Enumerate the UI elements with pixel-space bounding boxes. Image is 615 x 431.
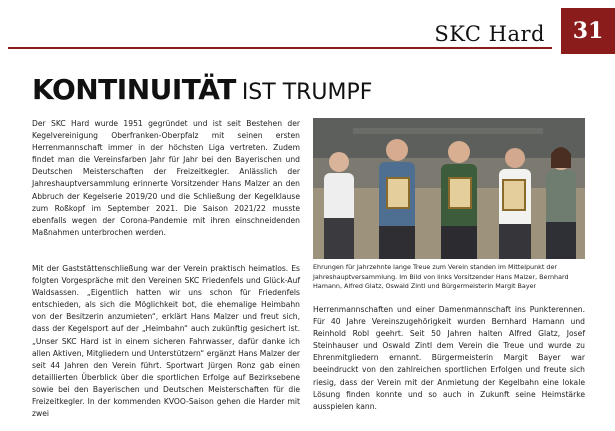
header-rule (8, 47, 552, 49)
paragraph-2-text: Mit der Gaststättenschließung war der Verein praktisch heimatlos. Es folgten Vorgespräche mit den Vereinen SKC Friedenfels und Glück-Auf Waldsassen. „Eigentlich hatten wir uns schon für Friedenfels entschieden, als sich die Möglichkeit bot, die ehemalige Heimbahn von der Besitzerin anzumieten“, erklärt Hans Malzer und freut sich, dass der Kegelsport auf der „Heimbahn“ auch zukünftig gesichert ist. „Unser SKC Hard ist in einem sicheren Fahrwasser, dafür danke ich allen Aktiven, Mitgliedern und Unterstützern“ ergänzt Hans Malzer der seit 44 Jahren den Verein führt. Sportwart Jürgen Ronz gab einen detaillierten Überblick über die sportlichen Erfolge auf Bezirksebene sowie bei den Bayerischen und Deutschen Meisterschaften für die Freizeitkegler. In der kommenden KVOO-Saison gehen die Harder mit zwei (32, 264, 300, 419)
paragraph-3-text: Herrenmannschaften und einer Damenmannschaft ins Punkterennen. Für 40 Jahre Vereinszugehörigkeit wurden Bernhard Hamann und Reinhold Robl geehrt. Seit 50 Jahren halten Alfred Glatz, Josef Steinhauser und Oswald Zintl dem Verein die Treue und wurde zu Ehrenmitgliedern ernannt. Bürgermeisterin Margit Bayer war beeindruckt von den zahlreichen sportlichen Erfolgen und freute sich riesig, dass der Verein mit der Anmietung der Kegelbahn eine lokale Lösung finden konnte und so auch in Zukunft seine Heimstärke ausspielen kann. (313, 305, 585, 411)
article-photo (313, 118, 585, 259)
paragraph-2 (32, 263, 300, 420)
headline-strong: KONTINUITÄT (32, 73, 236, 106)
header-title: SKC Hard (434, 22, 545, 46)
page-number-badge (561, 8, 615, 54)
group-photo-illustration (313, 118, 585, 259)
paragraph-3 (313, 304, 585, 413)
page-number: 31 (572, 18, 604, 44)
article-headline (32, 73, 372, 106)
paragraph-1-text: Der SKC Hard wurde 1951 gegründet und ist seit Bestehen der Kegelvereinigung Oberfranken-Oberpfalz mit seinen ersten Herrenmannschaft immer in der höchsten Liga vertreten. Zudem findet man die Vereinsfarben Jahr für Jahr bei den Bayerischen und Deutschen Meisterschaften der Freizeitkegler. Anlässlich der Jahreshauptversammlung erinnerte Vorsitzender Hans Malzer an den Abbruch der Kegelserie 2019/20 und die Schließung der Kegelklause zum Roßkopf im September 2021. Die Saison 2021/22 musste ebenfalls wegen der Corona-Pandemie mit ihren einschneidenden Maßnahmen unterbrochen werden. (32, 119, 300, 237)
photo-caption: Ehrungen für Jahrzehnte lange Treue zum Verein standen im Mittelpunkt der Jahreshauptversammlung. Im Bild von links Vorsitzender Hans Malzer, Bernhard Hamann, Alfred Glatz, Oswald Zintl und Bürgermeisterin Margit Bayer (313, 263, 569, 291)
paragraph-1 (32, 118, 300, 239)
headline-light: IST TRUMPF (241, 80, 373, 105)
